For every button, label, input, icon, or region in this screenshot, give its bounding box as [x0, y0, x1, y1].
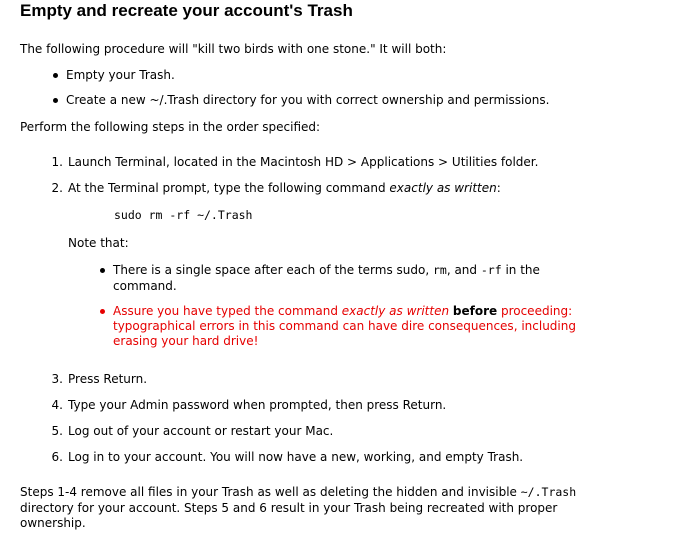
- note-label: Note that:: [68, 236, 129, 250]
- warning-text-line-3: erasing your hard drive!: [113, 334, 259, 348]
- step-text: Press Return.: [68, 372, 148, 386]
- footer-paragraph-line-1: [20, 484, 576, 500]
- footer-paragraph-line-2: directory for your account. Steps 5 and 6 result in your Trash being recreated with proper: [20, 501, 558, 515]
- warning-text: Assure you have typed the command: [113, 304, 342, 318]
- terminal-command: sudo rm -rf ~/.Trash: [114, 208, 253, 222]
- footer-code-trash: ~/.Trash: [520, 485, 577, 499]
- warning-text-line-2: typographical errors in this command can have dire consequences, including: [113, 319, 576, 333]
- note-text: in the: [501, 263, 540, 277]
- warning-text: proceeding:: [497, 304, 573, 318]
- step-3: [51, 371, 148, 387]
- note-code-rm: rm: [432, 263, 447, 277]
- step-text: Log out of your account or restart your Mac.: [68, 424, 334, 438]
- page-title: Empty and recreate your account's Trash: [20, 1, 353, 20]
- note-text: There is a single space after each of the terms sudo,: [113, 263, 433, 277]
- warning-emphasis: exactly as written: [341, 304, 450, 318]
- step-number: 2.: [51, 181, 63, 195]
- step-number: 1.: [51, 155, 63, 169]
- footer-paragraph-line-3: ownership.: [20, 516, 86, 530]
- note-text: , and: [446, 263, 481, 277]
- step-6: [51, 449, 524, 465]
- footer-text: Steps 1-4 remove all files in your Trash as well as deleting the hidden and invisible: [20, 485, 521, 499]
- intro-bullet-empty-trash: Empty your Trash.: [66, 68, 175, 82]
- note-text-continued: command.: [113, 279, 177, 293]
- step-4: [51, 397, 447, 413]
- note-bullet-spaces: [113, 262, 540, 278]
- step-text: :: [496, 181, 501, 195]
- step-text-emphasis: exactly as written: [389, 181, 497, 195]
- intro-text: The following procedure will "kill two birds with one stone." It will both:: [20, 42, 447, 56]
- steps-intro-text: Perform the following steps in the order specified:: [20, 120, 321, 134]
- step-number: 3.: [51, 372, 63, 386]
- step-text: Launch Terminal, located in the Macintosh HD > Applications > Utilities folder.: [68, 155, 539, 169]
- warning-bullet: [113, 303, 572, 319]
- step-2: [51, 180, 501, 196]
- step-1: [51, 154, 539, 170]
- step-number: 6.: [51, 450, 63, 464]
- warning-before-bold: before: [452, 304, 498, 318]
- step-text: Type your Admin password when prompted, then press Return.: [68, 398, 447, 412]
- step-number: 4.: [51, 398, 63, 412]
- intro-bullet-create-trash: Create a new ~/.Trash directory for you with correct ownership and permissions.: [66, 93, 550, 107]
- step-number: 5.: [51, 424, 63, 438]
- note-code-rf: -rf: [480, 263, 502, 277]
- step-text: Log in to your account. You will now have a new, working, and empty Trash.: [68, 450, 524, 464]
- step-5: [51, 423, 334, 439]
- step-text: At the Terminal prompt, type the following command: [68, 181, 390, 195]
